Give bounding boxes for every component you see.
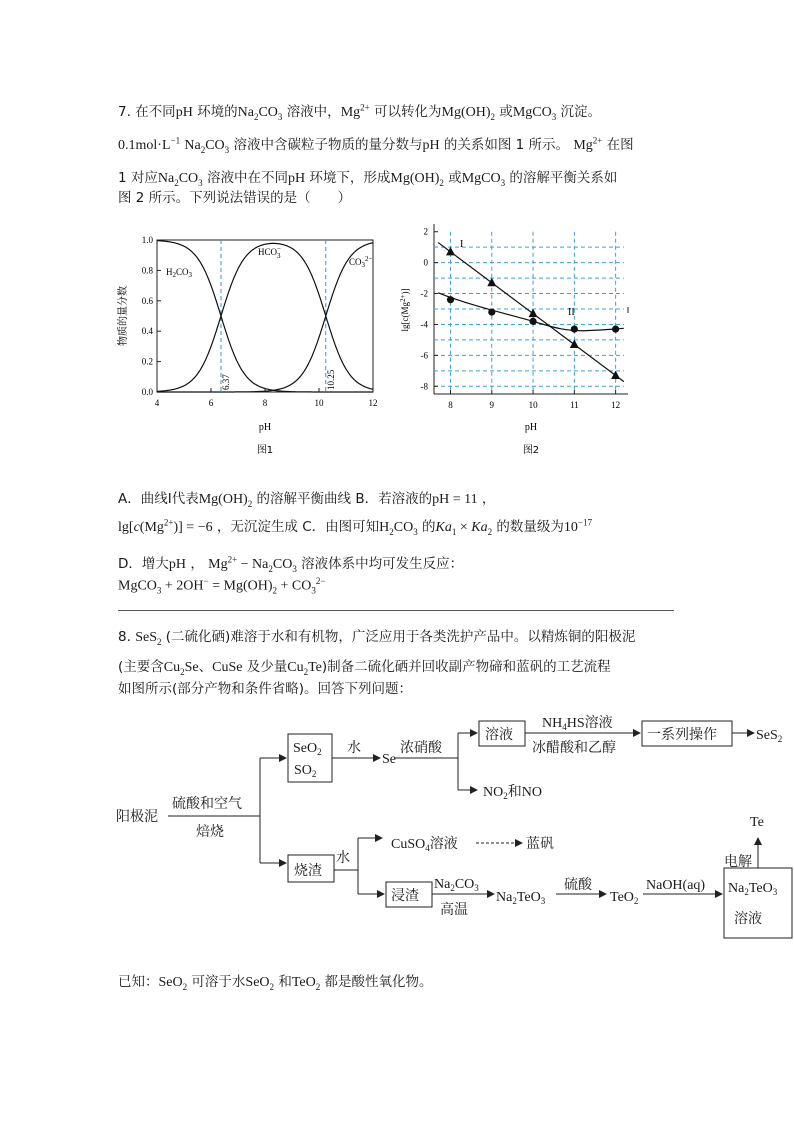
fig1-marker-1025: 10.25	[326, 369, 336, 390]
fig2-series-II-point	[612, 325, 619, 332]
flow-slag: 烧渣	[294, 863, 322, 879]
fig1-xtick-label: 12	[368, 398, 378, 408]
fig2-series-I-point	[446, 247, 455, 256]
fig2-xtick-label: 9	[489, 400, 495, 410]
flow-naoh: NaOH(aq)	[646, 878, 706, 893]
fig1-series-HCO3-	[157, 243, 373, 391]
fig2-curve2-label: II	[568, 307, 575, 318]
fig1-series-CO32-	[157, 243, 373, 392]
fig2-series-I-point	[570, 340, 579, 349]
q7-option-b2: $\lg[c(Mg^{2+})] = -6$ ，无沉淀生成 C．由图可知$H_2CO_3$ 的$Ka_1 \times Ka_2$ 的数量级为$10^{-17}$	[118, 517, 592, 537]
fig2-ytick-label: -6	[420, 350, 428, 361]
fig2-xtick-label: 8	[448, 400, 453, 410]
flow-sulfuric-acid: 硫酸	[564, 877, 592, 893]
q8-line1: 8. SeS$_2$ (二硫化硒)难溶于水和有机物，广泛应用于各类洗护产品中。以精炼铜的阳极泥	[118, 629, 636, 647]
flow-solution: 溶液	[485, 727, 513, 743]
flow-seo2: SeO$_2$	[293, 741, 322, 757]
fig2-xlabel: pH	[524, 422, 538, 433]
q7-option-d: D．增大pH ， $Mg^{2+} - Na_2CO_3$ 溶液体系中均可发生反应：	[118, 554, 464, 574]
q7-number: 7.	[118, 104, 131, 120]
flow-conc-hno3: 浓硝酸	[400, 740, 442, 756]
fig1-label-co3: $CO_3^{2-}$	[349, 255, 373, 269]
fig1-xtick-label: 4	[154, 398, 160, 408]
fig2-xtick-label: 12	[611, 400, 621, 410]
divider	[118, 610, 674, 611]
fig1-ytick-label: 0.4	[141, 326, 153, 337]
q7-line3: 1 对应$Na_2CO_3$ 溶液中在不同pH 环境下，形成$Mg(OH)_2$ 或MgCO$_3$ 的溶解平衡关系如	[118, 170, 618, 188]
flow-series-ops: 一系列操作	[647, 727, 717, 743]
flow-teo2: TeO$_2$	[610, 890, 639, 906]
figure-2	[396, 222, 636, 460]
flow-electrolysis: 电解	[724, 854, 752, 870]
fig2-xtick-label: 11	[570, 400, 579, 410]
fig1-xtick-label: 10	[314, 398, 324, 408]
fig1-ytick-label: 1.0	[141, 235, 153, 245]
q7-option-d-equation: MgCO$_3$ + $2OH^- = Mg(OH)_2 + CO_3^{2-}$	[118, 576, 326, 596]
fig1-ytick-label: 0.0	[141, 387, 153, 397]
fig2-curve1-label: I	[460, 239, 464, 250]
fig2-ytick-label: -8	[420, 381, 428, 392]
fig1-xtick-label: 6	[208, 398, 214, 408]
fig1-marker-637: 6.37	[221, 374, 231, 390]
flow-leach-residue: 浸渣	[391, 888, 419, 904]
fig2-series-I-point	[487, 278, 496, 287]
q8-known: 已知：SeO$_2$ 可溶于水SeO$_2$ 和TeO$_2$ 都是酸性氧化物。	[118, 974, 433, 992]
figure-1	[112, 222, 392, 460]
q7-option-a: A．曲线Ⅰ代表$Mg(OH)_2$ 的溶解平衡曲线 B．若溶液的pH = 11 ，	[118, 491, 496, 509]
flow-na2teo3: $Na_2TeO_3$	[496, 890, 546, 906]
flow-roast-bottom: 焙烧	[196, 824, 224, 840]
fig2-series-I-point	[611, 370, 620, 379]
fig1-xtick-label: 8	[262, 398, 268, 408]
flow-water-1: 水	[347, 740, 361, 756]
fig2-series-II-point	[447, 296, 454, 303]
q8-line3: 如图所示(部分产物和条件省略)。回答下列问题：	[118, 681, 413, 697]
flow-se: Se	[382, 752, 396, 767]
fig2-caption: 图2	[522, 445, 540, 456]
fig1-xlabel: pH	[258, 422, 272, 433]
q8-line2: (主要含$Cu_2Se$、CuSe 及少量$Cu_2Te$)制备二硫化硒并回收副产物碲和蓝矾的工艺流程	[118, 659, 611, 677]
flow-na2co3: $Na_2CO_3$	[434, 877, 479, 893]
fig2-ytick-label: -2	[420, 288, 428, 299]
flow-nh4hs: $NH_4HS$溶液	[542, 715, 613, 732]
process-flowchart	[110, 708, 794, 948]
fig1-label-h2co3: $H_2CO_3$	[166, 267, 193, 279]
fig2-ytick-label: -4	[420, 319, 428, 330]
fig2-ytick-label: 0	[423, 257, 428, 268]
fig1-caption: 图1	[256, 445, 274, 456]
flow-cuso4: CuSO$_4$溶液	[391, 836, 458, 853]
fig1-ytick-label: 0.8	[141, 265, 153, 276]
flow-te: Te	[750, 815, 764, 830]
q7-line1: 7. 在不同pH 环境的$Na_2CO_3$ 溶液中，$Mg^{2+}$ 可以转化为$Mg(OH)_2$ 或MgCO$_3$ 沉淀。	[118, 102, 602, 122]
fig1-ytick-label: 0.2	[141, 356, 153, 367]
fig1-ytick-label: 0.6	[141, 295, 153, 306]
fig2-series-II-point	[488, 308, 495, 315]
flow-solution-box: 溶液	[734, 911, 762, 927]
flow-na2teo3-box: $Na_2TeO_3$	[728, 881, 778, 897]
fig2-ylabel: $\lg[c(Mg^{2+})]$	[399, 288, 410, 332]
fig2-series-I-point	[529, 309, 538, 318]
flow-roast-top: 硫酸和空气	[172, 796, 242, 812]
q7-line4: 图 2 所示。下列说法错误的是（ ）	[118, 190, 352, 206]
flow-high-temp: 高温	[440, 902, 468, 918]
fig1-ylabel: 物质的量分数	[118, 286, 129, 346]
fig1-label-hco3: HCO− 3	[258, 245, 281, 260]
flow-anode-mud: 阳极泥	[116, 809, 158, 825]
flow-ses2: SeS$_2$	[756, 728, 783, 744]
fig2-series-II-point	[571, 325, 578, 332]
flow-water-2: 水	[336, 850, 350, 866]
fig2-xtick-label: 10	[528, 400, 538, 410]
flow-no2-no: $NO_2$和NO	[483, 785, 542, 801]
fig2-series-II-point	[529, 318, 536, 325]
flow-blue-vitriol: 蓝矾	[526, 836, 554, 852]
flow-acetic-ethanol: 冰醋酸和乙醇	[532, 740, 616, 756]
q7-line2: $0.1mol\cdot L^{-1}$ $Na_2CO_3$ 溶液中含碳粒子物质的量分数与pH 的关系如图 1 所示。 $Mg^{2+}$ 在图	[118, 135, 634, 155]
fig2-ytick-label: 2	[423, 226, 428, 237]
fig1-series-H2CO3	[157, 241, 373, 392]
fig2-series-I-line	[438, 243, 624, 382]
flow-so2: $SO_2$	[294, 763, 317, 779]
